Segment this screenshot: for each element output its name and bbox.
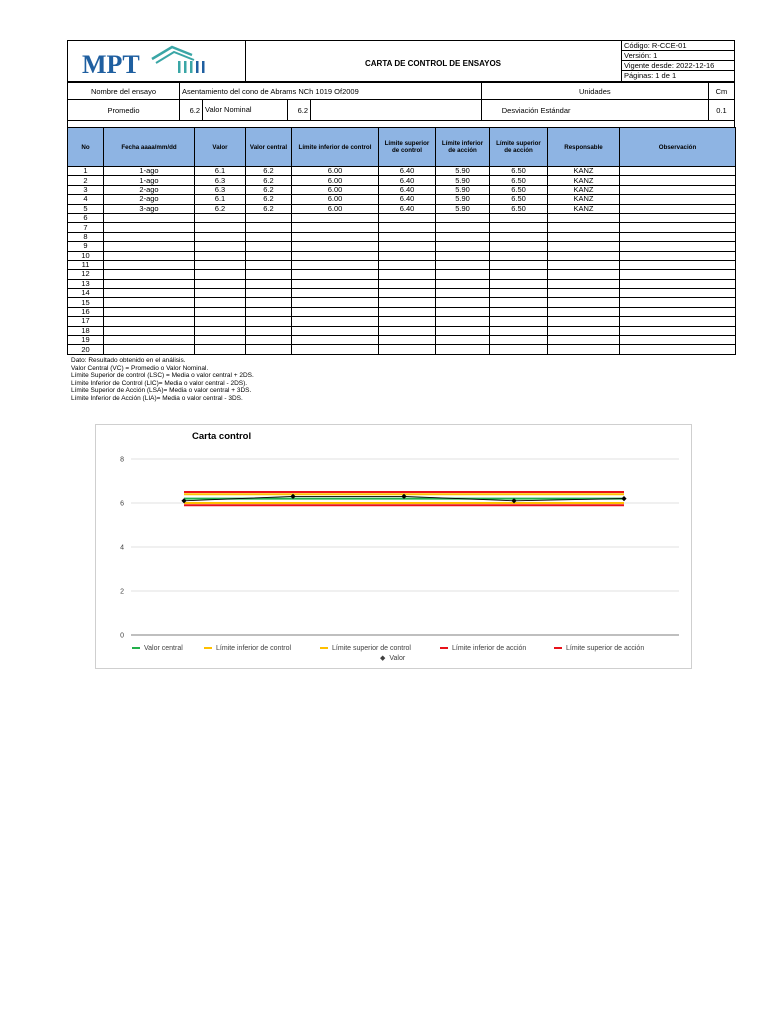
note-line: Límite Superior de Acción (LSA)= Media o valor central + 3DS. — [71, 387, 252, 395]
logo-text: MPT — [82, 50, 140, 79]
table-cell: 6.1 — [195, 167, 246, 176]
table-cell: KANZ — [548, 176, 620, 185]
table-cell — [620, 279, 736, 288]
table-cell — [620, 195, 736, 204]
table-cell — [246, 307, 292, 316]
table-cell — [104, 289, 195, 298]
table-cell — [104, 251, 195, 260]
table-header-row — [68, 128, 736, 167]
table-cell — [246, 345, 292, 354]
table-cell: 6.50 — [490, 167, 548, 176]
table-cell — [620, 176, 736, 185]
table-cell — [379, 317, 436, 326]
table-cell — [292, 251, 379, 260]
table-cell: 6.40 — [379, 204, 436, 213]
table-cell: 3 — [68, 185, 104, 194]
table-row — [68, 242, 736, 251]
table-cell — [379, 232, 436, 241]
table-cell: 6.40 — [379, 176, 436, 185]
table-cell — [195, 298, 246, 307]
table-cell — [104, 279, 195, 288]
table-row — [68, 195, 736, 204]
column-header: Límite superior de control — [379, 128, 436, 167]
notes-block — [71, 357, 254, 403]
table-cell — [490, 345, 548, 354]
mpt-logo-graphic — [68, 41, 245, 81]
table-cell — [436, 326, 490, 335]
table-cell — [104, 223, 195, 232]
table-cell — [548, 270, 620, 279]
table-row — [68, 167, 736, 176]
table-row — [68, 176, 736, 185]
legend-item-lia — [440, 645, 526, 652]
test-info-table — [67, 82, 735, 121]
legend-label: Límite superior de control — [332, 645, 411, 652]
column-header: Fecha aaaa/mm/dd — [104, 128, 195, 167]
promedio-label: Promedio — [68, 100, 180, 121]
chart-container — [95, 424, 692, 669]
table-cell — [246, 289, 292, 298]
table-cell — [195, 270, 246, 279]
table-cell — [490, 242, 548, 251]
table-cell — [490, 298, 548, 307]
table-cell — [548, 345, 620, 354]
table-cell: 5.90 — [436, 167, 490, 176]
table-cell — [195, 345, 246, 354]
table-cell — [548, 242, 620, 251]
table-cell — [490, 223, 548, 232]
table-cell — [436, 298, 490, 307]
legend-label: Valor — [389, 655, 406, 662]
table-cell — [490, 251, 548, 260]
table-cell: 6.50 — [490, 204, 548, 213]
nombre-ensayo-label: Nombre del ensayo — [68, 83, 180, 100]
table-cell — [436, 270, 490, 279]
table-cell — [620, 326, 736, 335]
legend-item-valor-central — [132, 645, 183, 652]
table-cell: 5.90 — [436, 176, 490, 185]
table-cell — [436, 279, 490, 288]
table-cell — [490, 260, 548, 269]
promedio-value: 6.2 — [180, 100, 203, 121]
table-cell — [195, 213, 246, 222]
table-cell — [620, 242, 736, 251]
table-cell: 5.90 — [436, 195, 490, 204]
table-cell: 9 — [68, 242, 104, 251]
legend-label: Límite superior de acción — [566, 645, 645, 652]
table-cell — [436, 251, 490, 260]
table-cell — [620, 185, 736, 194]
table-cell — [548, 232, 620, 241]
legend-item-lsc — [320, 645, 411, 652]
separator-row — [67, 119, 735, 127]
table-cell — [246, 270, 292, 279]
table-cell — [195, 251, 246, 260]
table-cell: 2-ago — [104, 195, 195, 204]
table-cell — [379, 336, 436, 345]
table-row — [68, 317, 736, 326]
table-cell: 7 — [68, 223, 104, 232]
table-cell — [379, 279, 436, 288]
table-cell: 6.00 — [292, 195, 379, 204]
table-cell: 6.00 — [292, 167, 379, 176]
table-cell — [379, 251, 436, 260]
table-cell — [620, 251, 736, 260]
note-line: Límite Inferior de Acción (LIA)= Media o valor central - 3DS. — [71, 394, 243, 402]
table-cell — [104, 336, 195, 345]
table-cell — [195, 326, 246, 335]
y-tick-label: 6 — [120, 500, 124, 508]
table-cell: 19 — [68, 336, 104, 345]
note-line: Límite Inferior de Control (LIC)= Media o valor central - 2DS). — [71, 379, 248, 387]
table-cell — [436, 213, 490, 222]
table-cell — [246, 213, 292, 222]
table-cell — [548, 317, 620, 326]
table-cell — [195, 307, 246, 316]
table-cell: 1-ago — [104, 167, 195, 176]
table-cell: 11 — [68, 260, 104, 269]
table-row — [68, 298, 736, 307]
table-cell — [436, 317, 490, 326]
table-cell: 17 — [68, 317, 104, 326]
table-row — [68, 289, 736, 298]
legend-label: Límite inferior de acción — [452, 645, 527, 652]
table-cell: 6.2 — [246, 176, 292, 185]
column-header: Valor central — [246, 128, 292, 167]
table-cell: 6 — [68, 213, 104, 222]
table-cell: 6.00 — [292, 204, 379, 213]
table-cell: 6.2 — [195, 204, 246, 213]
table-cell — [490, 289, 548, 298]
legend-label: Valor central — [144, 645, 183, 652]
table-cell: 2-ago — [104, 185, 195, 194]
column-header: Responsable — [548, 128, 620, 167]
valor-nominal-value: 6.2 — [288, 100, 311, 121]
table-row — [68, 307, 736, 316]
table-cell — [436, 307, 490, 316]
version-text: Versión: 1 — [622, 51, 735, 61]
table-row — [68, 251, 736, 260]
y-tick-label: 4 — [120, 544, 124, 552]
table-cell — [620, 307, 736, 316]
table-cell — [379, 298, 436, 307]
table-cell — [292, 242, 379, 251]
document-header — [67, 40, 735, 82]
table-cell — [246, 317, 292, 326]
table-cell: KANZ — [548, 167, 620, 176]
y-tick-label: 2 — [120, 588, 124, 596]
table-cell: KANZ — [548, 185, 620, 194]
table-cell — [436, 223, 490, 232]
table-cell — [246, 223, 292, 232]
table-cell — [620, 336, 736, 345]
table-cell — [104, 345, 195, 354]
table-cell — [104, 317, 195, 326]
document-meta — [622, 41, 735, 81]
chart-title: Carta control — [192, 431, 252, 442]
table-cell: 6.1 — [195, 195, 246, 204]
company-logo — [68, 41, 246, 81]
table-cell — [379, 260, 436, 269]
table-cell: 10 — [68, 251, 104, 260]
table-cell: 1 — [68, 167, 104, 176]
table-cell — [292, 223, 379, 232]
table-cell — [379, 326, 436, 335]
table-cell: 6.40 — [379, 185, 436, 194]
table-cell — [490, 213, 548, 222]
valor-nominal-label: Valor Nominal — [203, 100, 288, 121]
nombre-ensayo-value: Asentamiento del cono de Abrams NCh 1019 Of2009 — [180, 83, 482, 100]
table-row — [68, 270, 736, 279]
control-chart — [96, 425, 691, 668]
table-cell — [292, 336, 379, 345]
document-title: CARTA DE CONTROL DE ENSAYOS — [245, 41, 622, 81]
column-header: Límite inferior de control — [292, 128, 379, 167]
desviacion-label: Desviación Estándar — [481, 100, 708, 121]
table-cell — [620, 317, 736, 326]
table-cell — [548, 307, 620, 316]
table-cell — [490, 270, 548, 279]
legend-label: Límite inferior de control — [216, 645, 292, 652]
desviacion-value: 0.1 — [708, 100, 734, 121]
table-cell — [292, 298, 379, 307]
table-cell: 20 — [68, 345, 104, 354]
table-cell — [548, 289, 620, 298]
table-cell — [195, 232, 246, 241]
table-cell — [490, 232, 548, 241]
table-cell — [620, 204, 736, 213]
column-header: Observación — [620, 128, 736, 167]
table-cell — [548, 336, 620, 345]
table-cell — [490, 336, 548, 345]
table-cell — [104, 213, 195, 222]
table-cell — [379, 270, 436, 279]
table-cell — [548, 326, 620, 335]
table-cell — [246, 260, 292, 269]
table-cell: 5.90 — [436, 204, 490, 213]
table-cell: 12 — [68, 270, 104, 279]
table-cell: 14 — [68, 289, 104, 298]
legend-item-lic — [204, 645, 291, 652]
table-cell — [620, 260, 736, 269]
table-cell — [104, 232, 195, 241]
legend-item-valor — [380, 654, 405, 662]
vigente-text: Vigente desde: 2022-12-16 — [622, 61, 735, 71]
table-cell: 13 — [68, 279, 104, 288]
table-row — [68, 213, 736, 222]
unidades-label: Unidades — [481, 83, 708, 100]
table-cell — [436, 242, 490, 251]
table-row — [68, 204, 736, 213]
table-cell: 6.50 — [490, 195, 548, 204]
y-tick-label: 8 — [120, 456, 124, 464]
table-row — [68, 279, 736, 288]
table-cell — [246, 336, 292, 345]
note-line: Límite Superior de control (LSC) = Media o valor central + 2DS. — [71, 372, 254, 380]
table-cell — [379, 307, 436, 316]
table-cell: 6.2 — [246, 195, 292, 204]
table-cell — [246, 232, 292, 241]
table-cell — [292, 345, 379, 354]
table-cell — [104, 270, 195, 279]
column-header: Límite superior de acción — [490, 128, 548, 167]
table-cell — [104, 326, 195, 335]
table-cell — [292, 307, 379, 316]
table-cell — [195, 279, 246, 288]
table-cell — [104, 242, 195, 251]
table-cell: 6.3 — [195, 185, 246, 194]
table-cell: 6.00 — [292, 176, 379, 185]
table-cell — [195, 260, 246, 269]
column-header: No — [68, 128, 104, 167]
table-cell — [548, 279, 620, 288]
table-cell — [292, 232, 379, 241]
y-tick-label: 0 — [120, 632, 124, 640]
table-cell — [292, 279, 379, 288]
table-cell — [620, 345, 736, 354]
table-cell: 6.2 — [246, 167, 292, 176]
table-cell — [104, 260, 195, 269]
table-cell: 1-ago — [104, 176, 195, 185]
table-cell — [548, 223, 620, 232]
table-cell: 6.2 — [246, 204, 292, 213]
table-cell — [490, 279, 548, 288]
table-row — [68, 326, 736, 335]
table-cell — [292, 270, 379, 279]
table-cell — [292, 289, 379, 298]
table-row — [68, 232, 736, 241]
table-cell — [246, 251, 292, 260]
table-cell: KANZ — [548, 195, 620, 204]
table-cell — [620, 232, 736, 241]
table-cell — [292, 317, 379, 326]
table-cell: 4 — [68, 195, 104, 204]
table-cell — [490, 307, 548, 316]
table-cell: 15 — [68, 298, 104, 307]
table-cell — [246, 242, 292, 251]
table-cell — [548, 298, 620, 307]
table-cell — [292, 213, 379, 222]
table-cell — [195, 223, 246, 232]
table-cell — [620, 167, 736, 176]
table-cell — [195, 289, 246, 298]
table-cell — [436, 345, 490, 354]
table-cell — [195, 317, 246, 326]
table-cell: KANZ — [548, 204, 620, 213]
table-cell — [436, 260, 490, 269]
table-cell — [620, 223, 736, 232]
table-row — [68, 345, 736, 354]
table-cell — [436, 232, 490, 241]
table-cell — [490, 317, 548, 326]
table-cell — [379, 242, 436, 251]
table-cell: 6.40 — [379, 195, 436, 204]
table-cell: 3-ago — [104, 204, 195, 213]
table-cell: 8 — [68, 232, 104, 241]
table-cell — [292, 260, 379, 269]
column-header: Valor — [195, 128, 246, 167]
table-cell — [292, 326, 379, 335]
table-cell — [436, 336, 490, 345]
table-cell: 6.40 — [379, 167, 436, 176]
table-body — [68, 167, 736, 355]
table-cell — [246, 279, 292, 288]
codigo-text: Código: R-CCE-01 — [622, 41, 735, 51]
table-cell — [548, 251, 620, 260]
table-cell — [379, 289, 436, 298]
table-cell — [490, 326, 548, 335]
table-cell — [379, 213, 436, 222]
column-header: Límite inferior de acción — [436, 128, 490, 167]
table-row — [68, 223, 736, 232]
table-cell: 6.00 — [292, 185, 379, 194]
table-cell: 5.90 — [436, 185, 490, 194]
note-line: Valor Central (VC) = Promedio o Valor Nominal. — [71, 364, 209, 372]
table-cell — [620, 298, 736, 307]
table-cell: 6.50 — [490, 176, 548, 185]
table-cell — [379, 223, 436, 232]
data-point-marker — [621, 496, 626, 501]
table-cell — [195, 242, 246, 251]
table-cell — [548, 213, 620, 222]
table-cell — [104, 307, 195, 316]
table-cell: 16 — [68, 307, 104, 316]
table-cell — [436, 289, 490, 298]
table-cell: 6.2 — [246, 185, 292, 194]
table-cell — [620, 289, 736, 298]
table-cell — [246, 326, 292, 335]
table-cell: 5 — [68, 204, 104, 213]
table-cell — [548, 260, 620, 269]
table-cell — [104, 298, 195, 307]
table-cell — [620, 270, 736, 279]
paginas-text: Páginas: 1 de 1 — [624, 71, 677, 80]
table-cell: 6.3 — [195, 176, 246, 185]
note-line: Dato: Resultado obtenido en el análisis. — [71, 357, 186, 364]
table-row — [68, 185, 736, 194]
table-row — [68, 336, 736, 345]
unidades-value: Cm — [708, 83, 734, 100]
table-cell — [379, 345, 436, 354]
table-cell: 6.50 — [490, 185, 548, 194]
table-cell — [195, 336, 246, 345]
table-row — [68, 260, 736, 269]
table-cell — [620, 213, 736, 222]
diamond-icon: ◆ — [380, 655, 386, 662]
control-data-table — [67, 127, 736, 355]
table-cell: 18 — [68, 326, 104, 335]
table-cell: 2 — [68, 176, 104, 185]
legend-item-lsa — [554, 645, 644, 652]
table-cell — [246, 298, 292, 307]
